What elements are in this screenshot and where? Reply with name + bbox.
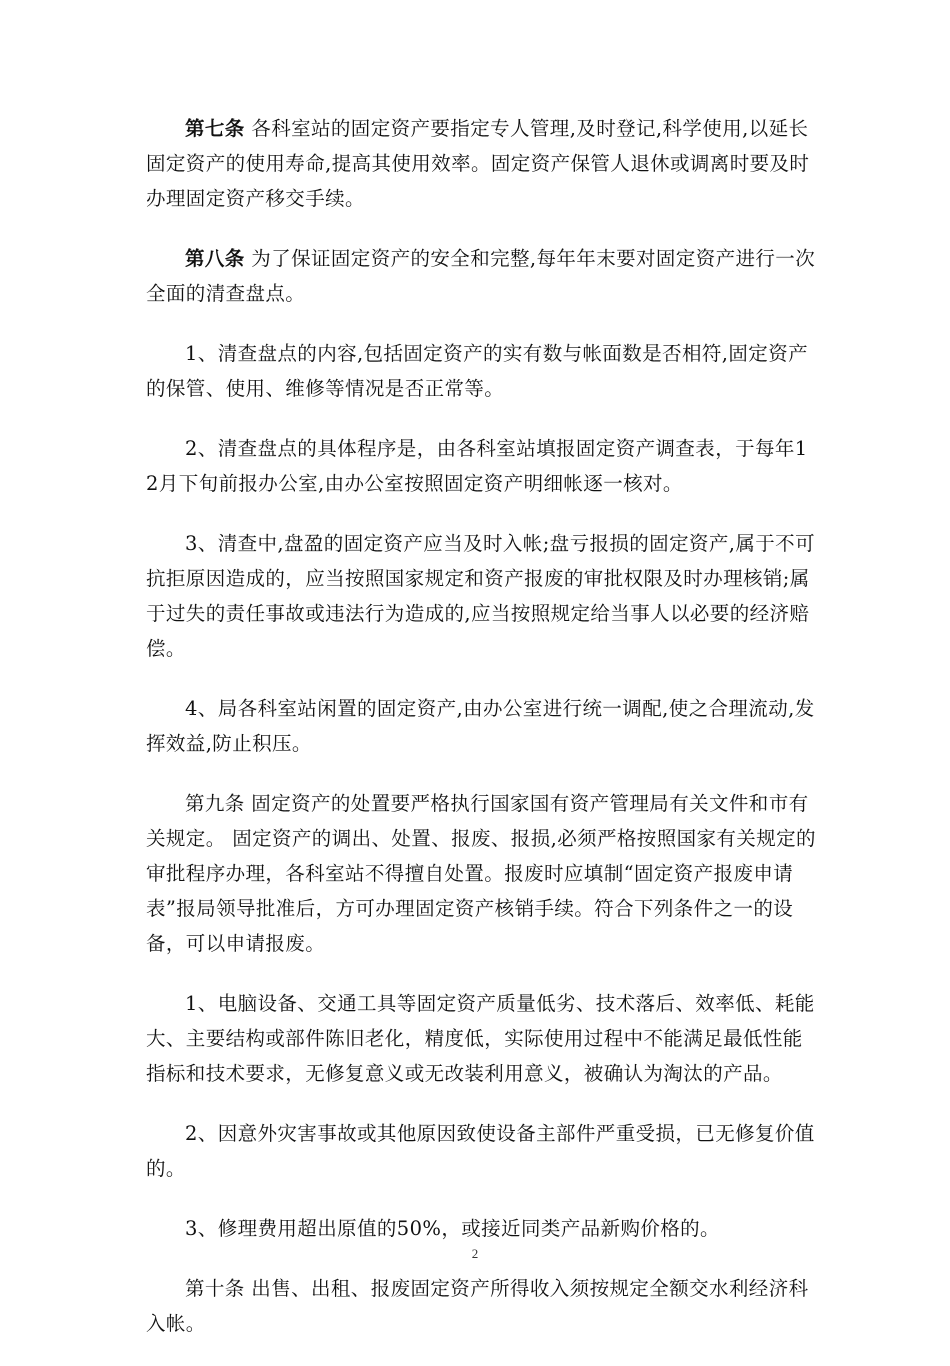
paragraph-text: 3、清查中,盘盈的固定资产应当及时入帐;盘亏报损的固定资产,属于不可抗拒原因造成的，应当按照国家规定和资产报废的审批权限及时办理核销;属于过失的责任事故或违法行为造成的,应当按照规定给当事人以必要的经济赔偿。 [146, 532, 815, 660]
paragraph-text: 2、清查盘点的具体程序是，由各科室站填报固定资产调查表，于每年12月下旬前报办公室,由办公室按照固定资产明细帐逐一核对。 [146, 437, 808, 495]
paragraph-text: 第十条 出售、出租、报废固定资产所得收入须按规定全额交水利经济科入帐。 [146, 1277, 809, 1335]
article-8-paragraph [146, 241, 818, 311]
article-heading: 第八条 [185, 247, 245, 270]
page-number: 2 [471, 1246, 479, 1261]
paragraph-text: 1、清查盘点的内容,包括固定资产的实有数与帐面数是否相符,固定资产的保管、使用、维修等情况是否正常等。 [146, 342, 809, 400]
paragraph-text: 1、电脑设备、交通工具等固定资产质量低劣、技术落后、效率低、耗能大、主要结构或部件陈旧老化，精度低，实际使用过程中不能满足最低性能指标和技术要求，无修复意义或无改装利用意义，被确认为淘汰的产品。 [146, 992, 815, 1085]
article-8-item-3 [146, 526, 818, 666]
article-9-item-2 [146, 1116, 818, 1186]
paragraph-text: 4、局各科室站闲置的固定资产,由办公室进行统一调配,使之合理流动,发挥效益,防止积压。 [146, 697, 815, 755]
paragraph-text: 为了保证固定资产的安全和完整,每年年末要对固定资产进行一次全面的清查盘点。 [146, 247, 816, 305]
article-9-paragraph [146, 786, 818, 961]
article-9-item-1 [146, 986, 818, 1091]
document-body [146, 111, 818, 1366]
article-8-item-4 [146, 691, 818, 761]
paragraph-text: 2、因意外灾害事故或其他原因致使设备主部件严重受损，已无修复价值的。 [146, 1122, 815, 1180]
article-9-item-3 [146, 1211, 818, 1246]
article-8-item-2 [146, 431, 818, 501]
article-7-paragraph [146, 111, 818, 216]
paragraph-text: 3、修理费用超出原值的50%，或接近同类产品新购价格的。 [185, 1217, 720, 1240]
article-heading: 第七条 [185, 117, 245, 140]
paragraph-text: 第九条 固定资产的处置要严格执行国家国有资产管理局有关文件和市有关规定。 固定资产的调出、处置、报废、报损,必须严格按照国家有关规定的审批程序办理，各科室站不得擅自处置。报废时应填制“固定资产报废申请表”报局领导批准后，方可办理固定资产核销手续。符合下列条件之一的设备，可以申请报废。 [146, 792, 816, 955]
article-10-paragraph [146, 1271, 818, 1341]
paragraph-text: 各科室站的固定资产要指定专人管理,及时登记,科学使用,以延长固定资产的使用寿命,提高其使用效率。固定资产保管人退休或调离时要及时办理固定资产移交手续。 [146, 117, 810, 210]
article-8-item-1 [146, 336, 818, 406]
